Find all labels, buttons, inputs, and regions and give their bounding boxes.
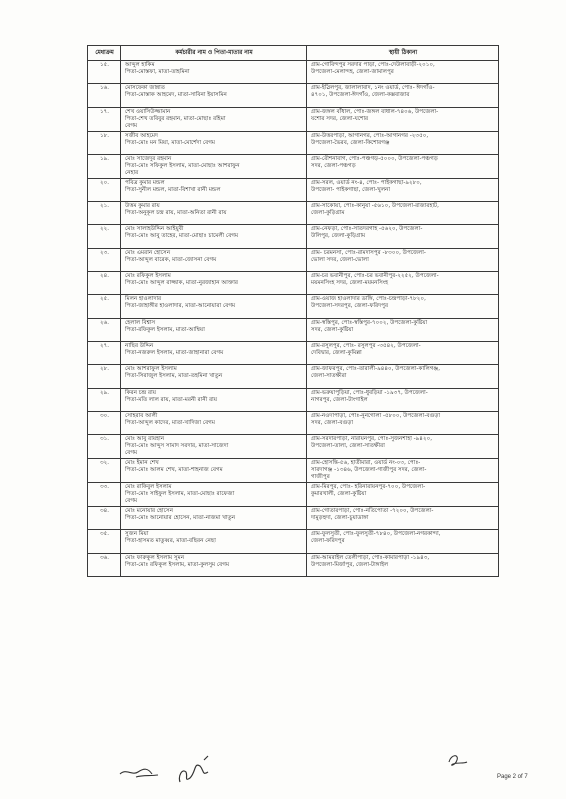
name-cell xyxy=(121,341,307,364)
parent-names: পিতা-নজরুল ইসলাম, মাতা-জাহানারা বেগম xyxy=(125,349,224,356)
employee-name: পবিত্র কুমার মন্ডল xyxy=(125,179,165,186)
table-row xyxy=(88,61,499,84)
serial-cell: ১৮. xyxy=(88,131,121,154)
parent-names: পিতা-মোঃ মন মিয়া, মাতা-মোর্শেদা বেগম xyxy=(125,139,216,146)
name-cell xyxy=(121,295,307,318)
table-row xyxy=(88,459,499,483)
address-cell xyxy=(307,202,499,225)
table-row xyxy=(88,107,499,131)
serial-cell: ২৮. xyxy=(88,365,121,388)
employee-table xyxy=(87,45,499,577)
serial-cell: ৩৫. xyxy=(88,530,121,553)
table-row xyxy=(88,131,499,154)
serial-cell: ২২. xyxy=(88,225,121,248)
address-line: গ্রাম-সরল, ওয়ার্ড নং-৪, পোঃ- পাইকগাছা-৯২৮০, xyxy=(311,179,422,186)
address-line: উপজেলা-মেলান্দহ, জেলা-জামালপুর xyxy=(311,69,394,75)
serial-cell: ১৯. xyxy=(88,154,121,178)
table-row xyxy=(88,435,499,459)
address-line: গ্রাম-ওয়াজ হাওলাদার ডাঙ্গি, পোঃ-চন্দ্রপাড়া-৭৮২০, xyxy=(311,296,426,303)
address-cell xyxy=(307,61,499,84)
address-line: ৪৭০১, উপজেলা-ঈদগাঁও, জেলা-কক্সবাজার xyxy=(311,92,410,99)
employee-name: মোঃ রফিকুল ইসলাম xyxy=(125,273,171,280)
table-row xyxy=(88,225,499,248)
address-line: গ্রাম-নেফড়া, পোঃ-সাতদরগাহ -৫৬২০, উপজেলা- xyxy=(311,226,423,233)
name-cell xyxy=(121,107,307,131)
employee-name: মোঃ ফারুকুল ইসলাম সুমন xyxy=(125,554,185,561)
employee-name: মোঃ ইমান শেখ xyxy=(125,460,159,467)
parent-names: পিতা-মতি লাল রায়, মাতা-মরনী রানী রায় xyxy=(125,396,218,403)
address-line: যশোর সদর, জেলা-যশোর xyxy=(311,115,369,122)
address-line: গ্রাম-ফুলসুতী, পোঃ-ফুলসুতী-৭৮৪০, উপজেলা-নগরকান্দা, xyxy=(311,531,441,538)
parent-names: পিতা-আব্দুল বারেক, মাতা-জোসনা বেগম xyxy=(125,256,217,263)
parent-names: পিতা-মোঃ আনোয়ার হোসেন, মাতা-নাজমা খাতুন xyxy=(125,515,236,522)
address-line: গ্রাম-নওদাপাড়া, পোঃ-নুনগোলা -৫৮০০, উপজেলা-বগুড়া xyxy=(311,412,441,419)
parent-names: পিতা-শেখ তবিবুর রহমান, মাতা-মোছাঃ রহিমা xyxy=(125,115,226,122)
name-cell xyxy=(121,154,307,178)
address-line: সদর, জেলা-কুষ্টিয়া xyxy=(311,326,354,333)
serial-cell: ২০. xyxy=(88,178,121,201)
parent-names: পিতা-মোঃ সফিকুল ইসলাম, মাতা-মোছাঃ আশরাফুন xyxy=(125,162,240,169)
address-line: জেলা-ফরিদপুর xyxy=(311,538,345,545)
table-row xyxy=(88,365,499,388)
table-row xyxy=(88,388,499,411)
address-cell xyxy=(307,131,499,154)
name-cell xyxy=(121,202,307,225)
table-row xyxy=(88,553,499,576)
address-cell xyxy=(307,341,499,364)
address-line: গ্রাম-সাকোয়া, পোঃ-কানুয়া -৫৬১০, উপজেলা-রাজারহাট, xyxy=(311,203,439,210)
page-number: Page 2 of 7 xyxy=(497,774,528,780)
parent-names: পিতা-মোস্তফা, মাতা-তাহমিনা xyxy=(125,69,190,75)
address-cell xyxy=(307,178,499,201)
parent-names: পিতা-হাসমত মাতুব্বর, মাতা-বছিরন নেছা xyxy=(125,538,216,545)
employee-name: মোঃ সালাহউদ্দিন আইয়ুবী xyxy=(125,226,184,233)
parent-names: পিতা-রফিকুল ইসলাম, মাতা-আম্বিয়া xyxy=(125,326,205,333)
parent-names: পিতা-মোঃ আব্দুস সামাদ সরদার, মাতা-সাজেদা xyxy=(125,443,229,450)
address-line: উপজেলা-তালা, জেলা-সাতক্ষীরা xyxy=(311,443,385,450)
name-cell xyxy=(121,507,307,530)
table-row xyxy=(88,530,499,553)
serial-cell: ৩০. xyxy=(88,411,121,434)
employee-name: মোঃ সাজেদুর রহমান xyxy=(125,155,172,162)
name-cell xyxy=(121,483,307,507)
address-line: উপজেলা-ভৈরব, জেলা-কিশোরগঞ্জ xyxy=(311,139,390,146)
employee-name: নাছির উদ্দিন xyxy=(125,342,154,349)
parent-names: পিতা-আব্দুল কাদের, মাতা-খাদিজা বেগম xyxy=(125,419,215,426)
name-cell xyxy=(121,411,307,434)
address-line: উলিপুর, জেলা-কুড়িগ্রাম xyxy=(311,233,366,240)
employee-name: শেখ ওয়াসিউজ্জামান xyxy=(125,108,171,115)
name-cell xyxy=(121,553,307,576)
serial-cell: ২৪. xyxy=(88,272,121,295)
employee-name: মোসফেকা জান্নাত xyxy=(125,85,165,92)
address-cell xyxy=(307,295,499,318)
name-cell xyxy=(121,318,307,341)
address-cell xyxy=(307,530,499,553)
address-line: গ্রাম-গোতারপাড়া, পোঃ-নতিপোতা -৭২০০, উপজেলা- xyxy=(311,508,434,515)
serial-cell: ১৭. xyxy=(88,107,121,131)
name-cell xyxy=(121,84,307,107)
address-line: গ্রাম-আমরাইল তেলীপাড়া, পোঃ-কামারপাড়া -১৯৪৩, xyxy=(311,554,430,561)
address-line: গ্রাম-ভরুয়াপুড়িয়া, পোঃ-ধুবড়িয়া -১৯৩৭, উপজেলা- xyxy=(311,389,428,396)
parent-names: পিতা-মোঃ সাইফুল ইসলাম, মাতা-মোছাঃ রাফেজা xyxy=(125,491,235,498)
serial-cell: ১৫. xyxy=(88,61,121,84)
table-row xyxy=(88,154,499,178)
name-cell xyxy=(121,248,307,271)
parent-names: বেগম xyxy=(125,450,138,457)
parent-names: পিতা-জাহাঙ্গীর হাওলাদার, মাতা-আনোয়ারা বেগম xyxy=(125,303,236,310)
employee-name: মোঃ মনোয়ার হোসেন xyxy=(125,508,173,515)
address-cell xyxy=(307,248,499,271)
serial-cell: ৩১. xyxy=(88,435,121,459)
address-cell xyxy=(307,225,499,248)
address-line: দামুড়হুদা, জেলা-চুয়াডাঙ্গা xyxy=(311,515,369,522)
name-cell xyxy=(121,530,307,553)
table-row xyxy=(88,318,499,341)
table-row xyxy=(88,248,499,271)
table-row xyxy=(88,272,499,295)
address-line: গ্রাম-চর ভবানীপুর, পোঃ-চর ভবানীপুর-২২৫২, উপজেলা- xyxy=(311,273,439,280)
signature-3 xyxy=(445,752,471,770)
table-row xyxy=(88,483,499,507)
address-cell xyxy=(307,507,499,530)
employee-name: হেলাল বিশ্বাস xyxy=(125,319,156,326)
serial-cell: ৩৬. xyxy=(88,553,121,576)
address-line: জেলা-সাতক্ষীরা xyxy=(311,373,347,380)
employee-name: সজীব আহমেদ xyxy=(125,132,158,139)
employee-name: কিরন চন্দ্র রায় xyxy=(125,389,157,396)
address-line: সদর, জেলা-বগুড়া xyxy=(311,419,354,426)
parent-names: পিতা-মোঃ রফিকুল ইসলাম, মাতা-কুলসুম বেগম xyxy=(125,561,230,568)
address-cell xyxy=(307,272,499,295)
address-line: দেবিদ্বার, জেলা-কুমিল্লা xyxy=(311,349,362,356)
employee-name: উত্তম কুমার রায় xyxy=(125,203,160,210)
table-header-row xyxy=(88,46,499,61)
name-cell xyxy=(121,459,307,483)
employee-name: আব্দুল হাকিম xyxy=(125,62,155,68)
name-cell xyxy=(121,272,307,295)
serial-cell: ২১. xyxy=(88,202,121,225)
parent-names: পিতা-মোঃ আলম শেখ, মাতা-শাহনাজ বেগম xyxy=(125,467,223,474)
table-row xyxy=(88,84,499,107)
address-line: ভোলা সদর, জেলা-ভোলা xyxy=(311,256,369,263)
address-cell xyxy=(307,154,499,178)
name-cell xyxy=(121,365,307,388)
name-cell xyxy=(121,388,307,411)
address-line: গ্রাম-সরদারপাড়া, নারায়নপুর, পোঃ-সুজনশাহা -৯৪২০, xyxy=(311,436,432,443)
address-line: গ্রাম-মিরপুর, পোঃ- হরিনারায়নপুর-৭০০, উপজেলা- xyxy=(311,484,426,491)
address-line: উপজেলা-সদরপুর, জেলা-ফরিদপুর xyxy=(311,303,389,310)
header-address: স্থায়ী ঠিকানা xyxy=(307,46,499,61)
table-body xyxy=(88,61,499,577)
parent-names: নেহার xyxy=(125,169,139,176)
address-cell xyxy=(307,435,499,459)
address-cell xyxy=(307,107,499,131)
header-name: কর্মচারীর নাম ও পিতা-মাতার নাম xyxy=(121,46,307,61)
serial-cell: ৩৩. xyxy=(88,483,121,507)
parent-names: পিতা-সুনীল মন্ডল, মাতা-বিশাখা রানী মন্ডল xyxy=(125,186,221,193)
address-line: গ্রাম-রসুলপুর, পোঃ- রসুলপুর -৩৫৪২, উপজেলা- xyxy=(311,342,421,349)
parent-names: বেগম xyxy=(125,498,138,505)
address-line: গ্রাম-জঙ্গল বাঁধাল, পোঃ-জঙ্গল বাধাল-৭৪০৬, উপজেলা- xyxy=(311,108,439,115)
address-line: উপজেলা- পাইকগাছা, জেলা-খুলনা xyxy=(311,186,390,193)
employee-name: মোঃ এমরান হোসেন xyxy=(125,249,171,256)
address-cell xyxy=(307,388,499,411)
serial-cell: ১৬. xyxy=(88,84,121,107)
address-line: নাগরপুর, জেলা-টাংগাইল xyxy=(311,396,368,403)
address-cell xyxy=(307,553,499,576)
address-line: গ্রাম-গোবিন্দপুর সরদার পাড়া, পোঃ-দেউলাবাড়ী-২০১০, xyxy=(311,62,435,68)
address-cell xyxy=(307,459,499,483)
serial-cell: ৩২. xyxy=(88,459,121,483)
address-line: উপজেলা-মির্জাপুর, জেলা-টাঙ্গাইল xyxy=(311,561,389,568)
table-row xyxy=(88,202,499,225)
address-line: গ্রাম-স্বস্তিপুর, পোঃ-স্বস্তিপুর-৭০০২, উপজেলা-কুষ্টিয়া xyxy=(311,319,428,326)
employee-name: সুজন মিয়া xyxy=(125,531,149,538)
address-line: সারদাগঞ্জ -১৩৪৬, উপজেলা-গাজীপুর সদর, জেলা- xyxy=(311,467,427,474)
name-cell xyxy=(121,435,307,459)
address-line: গ্রাম-হোসন্তি-৫৬, হাতীমারা, ওয়ার্ড নং-০৩, পোঃ- xyxy=(311,460,421,467)
employee-name: মোঃ আশরাফুল ইসলাম xyxy=(125,366,177,373)
table-row xyxy=(88,295,499,318)
address-line: গ্রাম-ইস্লিলপুর, জালালাবাদ, ১নং ওয়ার্ড, পোঃ- ঈদগাঁও- xyxy=(311,85,435,92)
name-cell xyxy=(121,225,307,248)
serial-cell: ২৭. xyxy=(88,341,121,364)
address-line: জেলা-কুড়িগ্রাম xyxy=(311,210,345,217)
serial-cell: ২৫. xyxy=(88,295,121,318)
name-cell xyxy=(121,61,307,84)
parent-names: পিতা-মোস্তাক আহমেদ, মাতা-সাবিনা ইয়াসমিন xyxy=(125,92,227,99)
parent-names: পিতা-সিরাজুল ইসলাম, মাতা-তহমিনা খাতুন xyxy=(125,373,223,380)
address-cell xyxy=(307,411,499,434)
address-cell xyxy=(307,318,499,341)
parent-names: বেগম xyxy=(125,122,138,129)
address-cell xyxy=(307,84,499,107)
table-row xyxy=(88,341,499,364)
name-cell xyxy=(121,178,307,201)
header-serial: মেধাক্রম xyxy=(88,46,121,61)
address-line: গ্রাম-রৌশনাবাগ, পোঃ-পঞ্চগড়-৫০০০, উপজেলা-পঞ্চগড় xyxy=(311,155,438,162)
serial-cell: ২৩. xyxy=(88,248,121,271)
serial-cell: ২৬. xyxy=(88,318,121,341)
serial-cell: ৩৪. xyxy=(88,507,121,530)
address-line: গ্রাম-উত্তরপাড়া, আগানগর, পোঃ-আগানগর -২৩৫০, xyxy=(311,132,429,139)
parent-names: পিতা-মোঃ আবু তাহের, মাতা-মোছাঃ চামেলী বেগম xyxy=(125,233,239,240)
employee-name: মোঃ রাকিবুল ইসলাম xyxy=(125,484,172,491)
signature-2 xyxy=(174,752,220,788)
address-line: গাজীপুর xyxy=(311,474,330,481)
parent-names: পিতা-অনুকূল চন্দ্র রায়, মাতা-অনিতা রানী রায় xyxy=(125,210,227,217)
employee-name: মোঃ আবু রায়হান xyxy=(125,436,165,443)
address-line: গ্রাম- চরমনসা, পোঃ-রামদাসপুর -৮৩০০, উপজেলা- xyxy=(311,249,426,256)
signature-1 xyxy=(118,762,166,784)
parent-names: পিতা-মোঃ আব্দুল রাজ্জাক, মাতা-নুরজাহান আক্তার xyxy=(125,280,238,287)
table-row xyxy=(88,411,499,434)
serial-cell: ২৯. xyxy=(88,388,121,411)
address-cell xyxy=(307,483,499,507)
address-line: কুমারখালী, জেলা-কুষ্টিয়া xyxy=(311,491,367,498)
address-line: সদর, জেলা-পঞ্চগড় xyxy=(311,162,356,169)
employee-name: মিলন হাওলাদার xyxy=(125,296,162,303)
address-line: গ্রাম-জাফরপুর, পোঃ-তারালী-৯৪৪০, উপজেলা-কালিগঞ্জ, xyxy=(311,366,440,373)
address-cell xyxy=(307,365,499,388)
name-cell xyxy=(121,131,307,154)
employee-name: সোহরাব আলী xyxy=(125,412,158,419)
table-row xyxy=(88,507,499,530)
address-line: ময়মনসিংহ সদর, জেলা-ময়মনসিংহ xyxy=(311,280,389,287)
table-row xyxy=(88,178,499,201)
